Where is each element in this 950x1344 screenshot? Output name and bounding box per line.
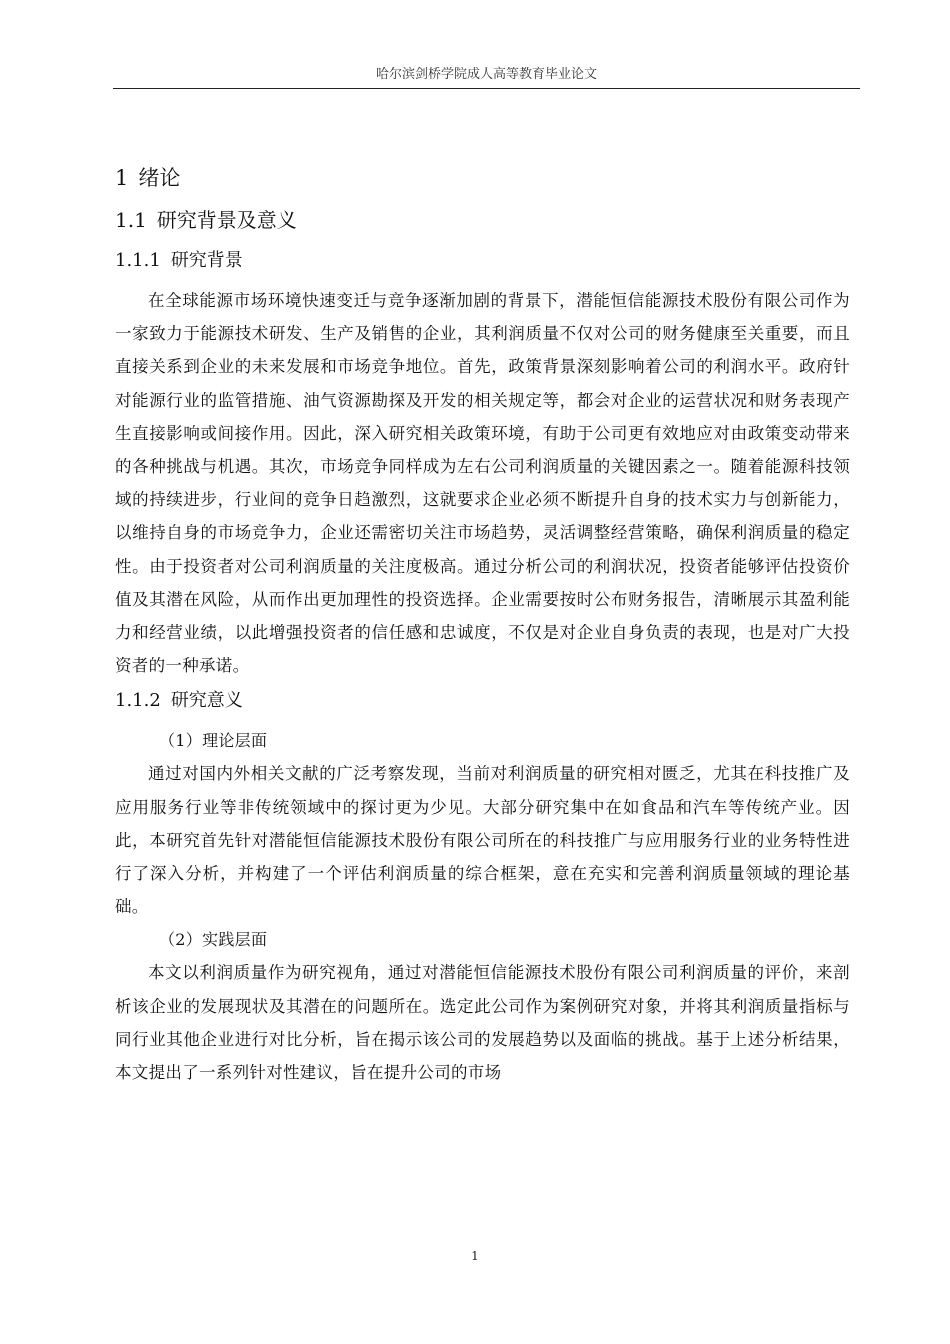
page-body (115, 160, 850, 1089)
subsection-heading-background (115, 244, 850, 278)
section-heading (115, 202, 850, 238)
subsection-title-background: 研究背景 (170, 250, 243, 271)
header-divider (113, 88, 860, 89)
running-header: 哈尔滨剑桥学院成人高等教育毕业论文 (375, 67, 597, 82)
page-number: 1 (471, 1249, 479, 1263)
theory-paragraph: 通过对国内外相关文献的广泛考察发现，当前对利润质量的研究相对匮乏，尤其在科技推广及应用服务行业等非传统领域中的探讨更为少见。大部分研究集中在如食品和汽车等传统产业。因此，本研究首先针对潜能恒信能源技术股份有限公司所在的科技推广与应用服务行业的业务特性进行了深入分析，并构建了一个评估利润质量的综合框架，意在充实和完善利润质量领域的理论基础。 (115, 764, 850, 917)
subsection-title-significance: 研究意义 (170, 690, 243, 712)
theory-level-label: （1）理论层面 (159, 731, 268, 751)
chapter-title: 绪论 (138, 166, 181, 190)
subsection-number-significance: 1.1.2 (115, 690, 161, 712)
practice-paragraph: 本文以利润质量作为研究视角，通过对潜能恒信能源技术股份有限公司利润质量的评价，来剖析该企业的发展现状及其潜在的问题所在。选定此公司作为案例研究对象，并将其利润质量指标与同行业其他企业进行对比分析，旨在揭示该公司的发展趋势以及面临的挑战。基于上述分析结果，本文提出了一系列针对性建议，旨在提升公司的市场 (115, 963, 850, 1083)
subsection-heading-significance (115, 684, 850, 718)
section-number: 1.1 (115, 208, 147, 232)
section-title: 研究背景及意义 (156, 208, 297, 232)
chapter-heading (115, 160, 850, 196)
subsection-number-background: 1.1.1 (115, 250, 161, 271)
background-paragraph: 在全球能源市场环境快速变迁与竞争逐渐加剧的背景下，潜能恒信能源技术股份有限公司作为一家致力于能源技术研发、生产及销售的企业，其利润质量不仅对公司的财务健康至关重要，而且直接关系到企业的未来发展和市场竞争地位。首先，政策背景深刻影响着公司的利润水平。政府针对能源行业的监管措施、油气资源勘探及开发的相关规定等，都会对企业的运营状况和财务表现产生直接影响或间接作用。因此，深入研究相关政策环境，有助于公司更有效地应对由政策变动带来的各种挑战与机遇。其次，市场竞争同样成为左右公司利润质量的关键因素之一。随着能源科技领域的持续进步，行业间的竞争日趋激烈，这就要求企业必须不断提升自身的技术实力与创新能力，以维持自身的市场竞争力，企业还需密切关注市场趋势，灵活调整经营策略，确保利润质量的稳定性。由于投资者对公司利润质量的关注度极高。通过分析公司的利润状况，投资者能够评估投资价值及其潜在风险，从而作出更加理性的投资选择。企业需要按时公布财务报告，清晰展示其盈利能力和经营业绩，以此增强投资者的信任感和忠诚度，不仅是对企业自身负责的表现，也是对广大投资者的一种承诺。 (115, 291, 850, 676)
chapter-number: 1 (115, 166, 129, 190)
practice-level-label: （2）实践层面 (159, 930, 268, 950)
